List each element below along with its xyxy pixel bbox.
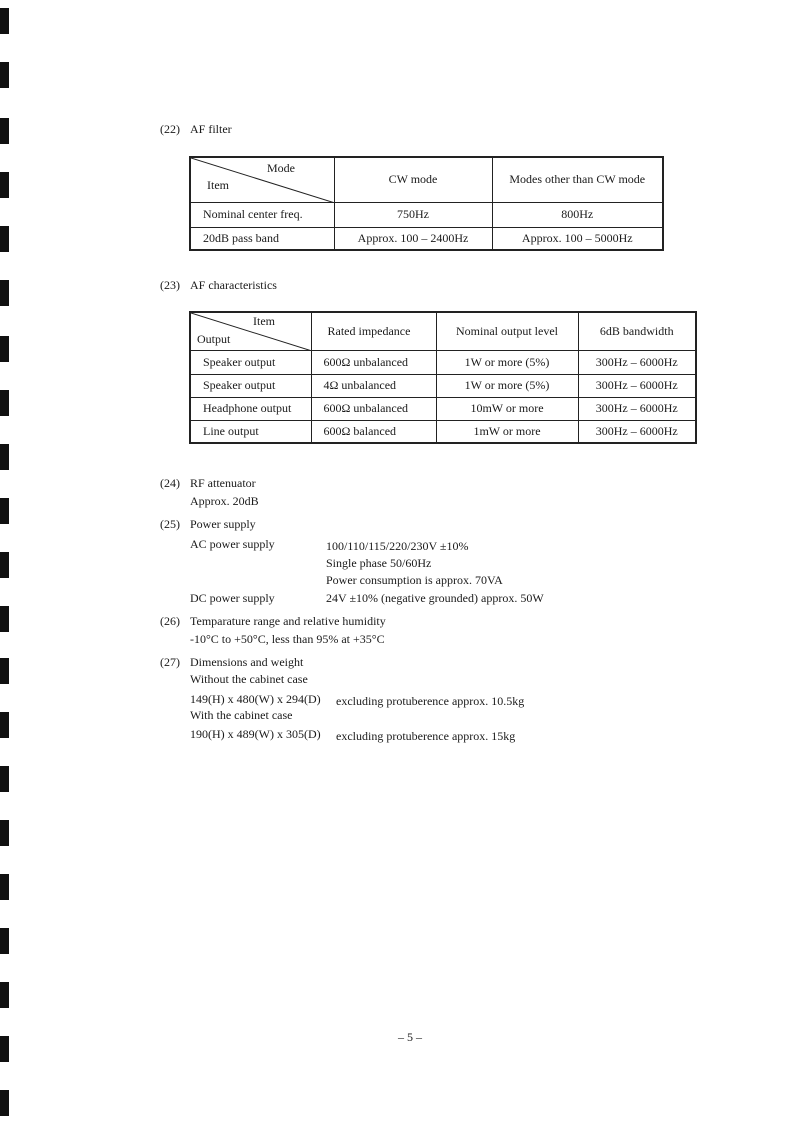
ac-power-line: Power consumption is approx. 70VA [326,573,503,587]
cell-value: Approx. 100 – 5000Hz [492,227,663,250]
section-27-number: (27) [160,655,180,669]
af-filter-table [189,156,664,251]
table-header-diagonal-cell [190,312,311,350]
with-case-note: excluding protuberence approx. 15kg [336,729,516,743]
without-case-dims: 149(H) x 480(W) x 294(D) [190,692,321,706]
section-25-number: (25) [160,517,180,531]
binder-mark [0,336,9,362]
row-label: Speaker output [190,350,311,374]
table-row [190,420,696,443]
binder-mark [0,8,9,34]
table-header-diagonal-cell [190,157,334,202]
binder-mark [0,658,9,684]
binder-mark [0,118,9,144]
dc-power-value: 24V ±10% (negative grounded) approx. 50W [326,591,544,605]
binder-mark [0,280,9,306]
cell-value: 1mW or more [436,420,578,443]
table-row [190,397,696,420]
rf-attenuator-value: Approx. 20dB [190,494,259,508]
ac-power-label: AC power supply [190,537,275,551]
cell-value: 600Ω balanced [311,420,436,443]
row-label: Nominal center freq. [190,202,334,227]
without-case-label: Without the cabinet case [190,672,308,686]
binder-mark [0,606,9,632]
cell-value: 750Hz [334,202,492,227]
ac-power-line: Single phase 50/60Hz [326,556,432,570]
binder-mark [0,444,9,470]
binder-mark [0,498,9,524]
af-characteristics-table [189,311,697,444]
section-25-title: Power supply [190,517,256,531]
cell-value: 300Hz – 6000Hz [578,420,696,443]
header-nominal-output-level: Nominal output level [436,312,578,350]
header-item-label: Item [207,178,229,192]
cell-value: 600Ω unbalanced [311,350,436,374]
section-27-title: Dimensions and weight [190,655,304,669]
header-6db-bandwidth: 6dB bandwidth [578,312,696,350]
binder-mark [0,390,9,416]
binder-mark [0,712,9,738]
with-case-dims: 190(H) x 489(W) x 305(D) [190,727,321,741]
page-number: – 5 – [398,1030,422,1044]
with-case-label: With the cabinet case [190,708,293,722]
section-22-number: (22) [160,122,180,136]
header-rated-impedance: Rated impedance [311,312,436,350]
row-label: Speaker output [190,374,311,397]
header-output-label: Output [197,332,231,346]
binder-mark [0,1036,9,1062]
cell-value: 1W or more (5%) [436,350,578,374]
header-other-modes: Modes other than CW mode [492,157,663,202]
section-22-title: AF filter [190,122,232,136]
cell-value: 800Hz [492,202,663,227]
dc-power-label: DC power supply [190,591,275,605]
header-mode-label: Mode [267,161,295,175]
cell-value: 10mW or more [436,397,578,420]
row-label: Line output [190,420,311,443]
header-item-label: Item [253,314,275,328]
cell-value: Approx. 100 – 2400Hz [334,227,492,250]
cell-value: 1W or more (5%) [436,374,578,397]
ac-power-line: 100/110/115/220/230V ±10% [326,539,469,553]
section-23-title: AF characteristics [190,278,277,292]
row-label: Headphone output [190,397,311,420]
cell-value: 300Hz – 6000Hz [578,350,696,374]
section-24-title: RF attenuator [190,476,256,490]
section-23-number: (23) [160,278,180,292]
binder-mark [0,1090,9,1116]
table-row [190,227,663,250]
binder-mark [0,226,9,252]
temperature-value: -10°C to +50°C, less than 95% at +35°C [190,632,385,646]
binder-mark [0,766,9,792]
cell-value: 300Hz – 6000Hz [578,397,696,420]
cell-value: 600Ω unbalanced [311,397,436,420]
cell-value: 4Ω unbalanced [311,374,436,397]
header-cw-mode: CW mode [334,157,492,202]
table-row [190,374,696,397]
binder-mark [0,820,9,846]
row-label: 20dB pass band [190,227,334,250]
section-24-number: (24) [160,476,180,490]
section-26-title: Temparature range and relative humidity [190,614,386,628]
binder-mark [0,62,9,88]
cell-value: 300Hz – 6000Hz [578,374,696,397]
section-26-number: (26) [160,614,180,628]
table-row [190,202,663,227]
binder-mark [0,982,9,1008]
binder-mark [0,172,9,198]
binder-mark [0,928,9,954]
binder-mark [0,552,9,578]
without-case-note: excluding protuberence approx. 10.5kg [336,694,525,708]
binder-mark [0,874,9,900]
table-row [190,350,696,374]
